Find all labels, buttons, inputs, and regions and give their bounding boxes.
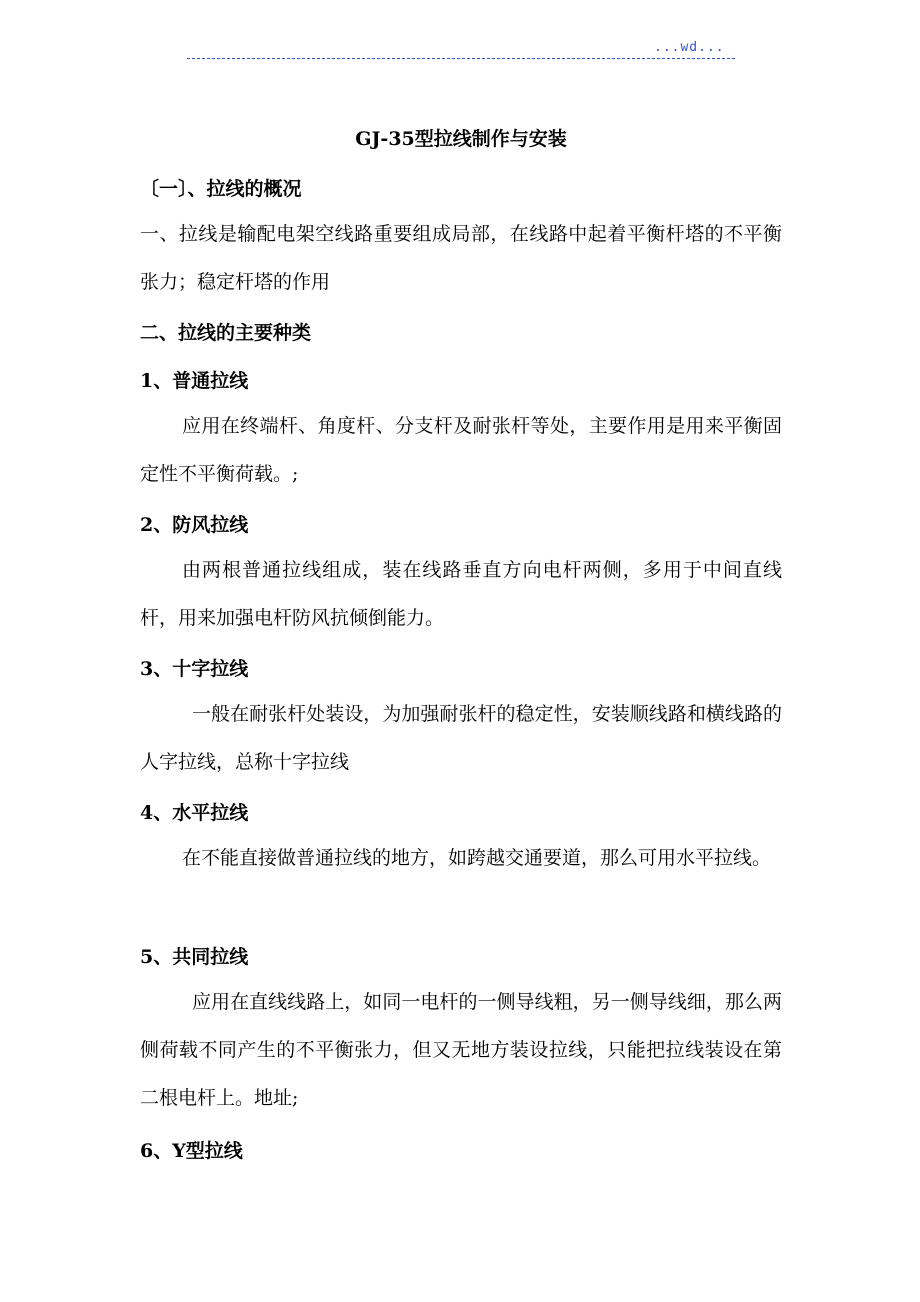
item-text-3: 一般在耐张杆处装设，为加强耐张杆的稳定性，安装顺线路和横线路的人字拉线，总称十字拉线 [140,703,782,773]
page-title: GJ-35型拉线制作与安装 [355,128,567,150]
item-heading-2: 2、防风拉线 [140,514,249,536]
item-heading-4: 4、水平拉线 [140,802,249,824]
header-mark: ...wd... [654,40,725,55]
item-heading-6: 6、Y型拉线 [140,1140,243,1162]
item-heading-5: 5、共同拉线 [140,946,249,968]
item-text-2: 由两根普通拉线组成，装在线路垂直方向电杆两侧，多用于中间直线杆，用来加强电杆防风抗倾倒能力。 [140,559,782,629]
section-heading-types: 二、拉线的主要种类 [140,322,312,344]
intro-paragraph: 一、拉线是输配电架空线路重要组成局部，在线路中起着平衡杆塔的不平衡张力；稳定杆塔的作用 [140,223,782,293]
item-text-5: 应用在直线线路上，如同一电杆的一侧导线粗，另一侧导线细，那么两侧荷载不同产生的不平衡张力，但又无地方装设拉线，只能把拉线装设在第二根电杆上。地址; [140,991,782,1109]
section-heading-overview: 〔一〕、拉线的概况 [140,178,302,200]
item-text-4: 在不能直接做普通拉线的地方，如跨越交通要道，那么可用水平拉线。 [182,847,772,869]
item-heading-1: 1、普通拉线 [140,370,249,392]
header-rule [187,58,735,59]
item-text-1: 应用在终端杆、角度杆、分支杆及耐张杆等处，主要作用是用来平衡固定性不平衡荷载。; [140,415,782,485]
item-heading-3: 3、十字拉线 [140,658,249,680]
